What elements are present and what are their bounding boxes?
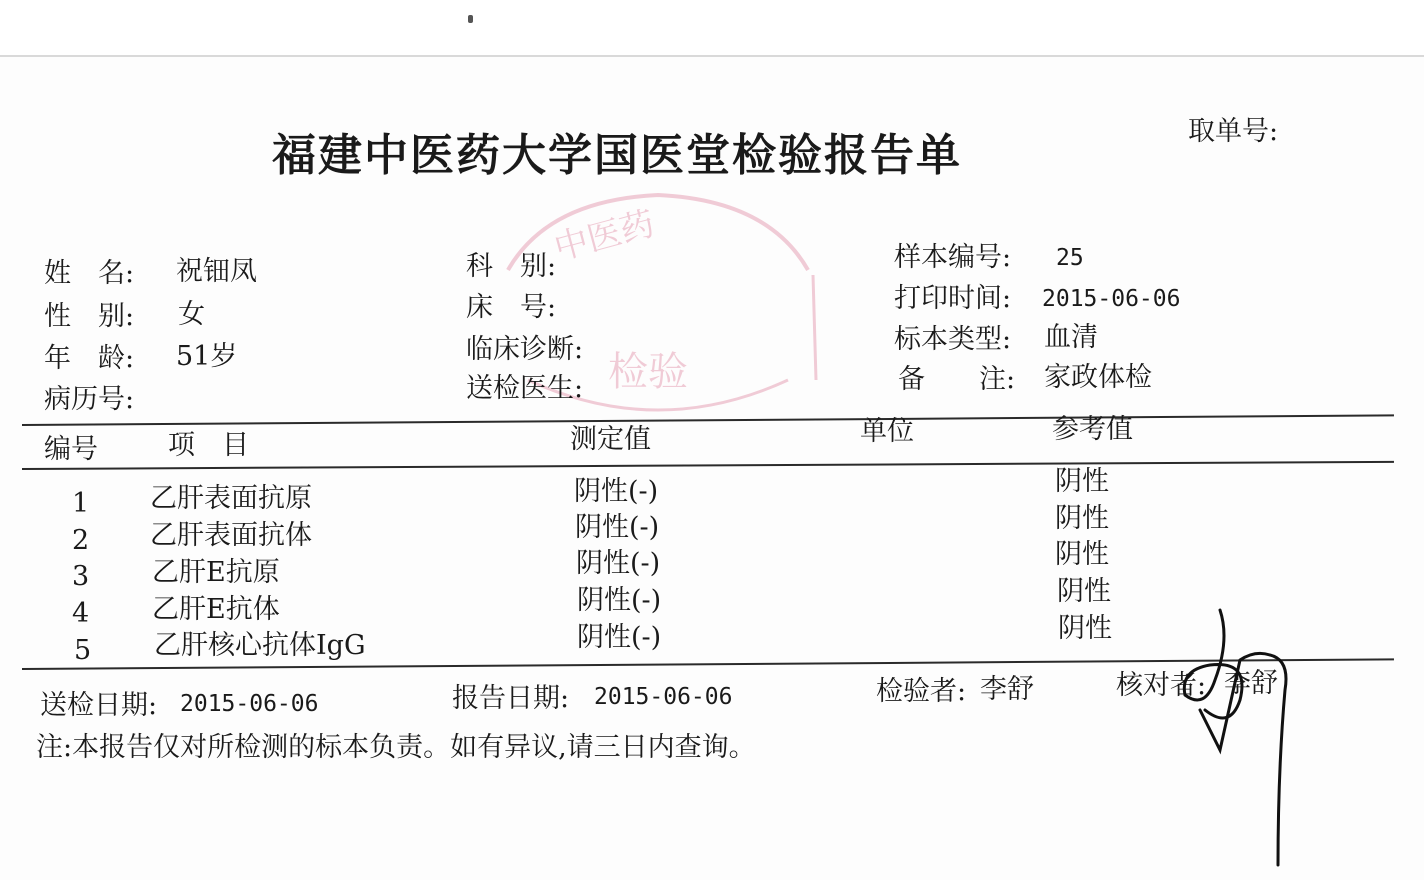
row-item: 乙肝E抗体 — [152, 594, 280, 625]
pickup-number-label: 取单号: — [1188, 116, 1279, 147]
row-number: 1 — [72, 488, 90, 519]
remark-label: 备 注: — [898, 364, 1016, 395]
department-label: 科 别: — [466, 251, 557, 282]
submit-date-label: 送检日期: — [40, 690, 158, 721]
svg-text:中医药: 中医药 — [549, 203, 659, 269]
row-number: 4 — [72, 598, 90, 629]
row-item: 乙肝表面抗体 — [150, 520, 312, 551]
svg-text:检验: 检验 — [608, 349, 688, 395]
row-reference: 阴性 — [1058, 613, 1112, 644]
row-reference: 阴性 — [1055, 503, 1109, 534]
inspector-label: 检验者: — [876, 676, 967, 707]
row-reference: 阴性 — [1057, 576, 1111, 607]
doctor-label: 送检医生: — [466, 373, 584, 404]
remark-value: 家政体检 — [1044, 362, 1152, 393]
name-value: 祝钿凤 — [176, 256, 257, 287]
sex-value: 女 — [178, 299, 205, 330]
checker-value: 李舒 — [1224, 668, 1278, 699]
row-number: 5 — [74, 635, 92, 666]
checker-label: 核对者: — [1116, 670, 1207, 701]
col-header-number: 编号 — [44, 434, 98, 465]
sample-number-label: 样本编号: — [894, 242, 1012, 273]
handwritten-signature — [1160, 600, 1310, 870]
report-title: 福建中医药大学国医堂检验报告单 — [272, 130, 962, 181]
report-date-value: 2015-06-06 — [594, 684, 733, 710]
table-header-rule — [22, 461, 1394, 470]
tear-line — [0, 55, 1424, 57]
row-reference: 阴性 — [1055, 539, 1109, 570]
col-header-result: 测定值 — [570, 424, 651, 455]
row-result: 阴性(-) — [576, 548, 661, 579]
diagnosis-label: 临床诊断: — [466, 334, 584, 365]
row-result: 阴性(-) — [574, 476, 659, 507]
bed-label: 床 号: — [466, 292, 557, 323]
row-item: 乙肝E抗原 — [152, 557, 280, 588]
sample-number-value: 25 — [1056, 245, 1084, 271]
row-item: 乙肝表面抗原 — [150, 483, 312, 514]
row-item: 乙肝核心抗体IgG — [154, 630, 366, 661]
print-time-value: 2015-06-06 — [1042, 286, 1181, 312]
disclaimer-note: 注:本报告仅对所检测的标本负责。如有异议,请三日内查询。 — [36, 732, 756, 763]
inspector-value: 李舒 — [980, 674, 1034, 705]
row-number: 2 — [72, 525, 90, 556]
col-header-item: 项 目 — [168, 430, 249, 461]
row-result: 阴性(-) — [577, 622, 662, 653]
sex-label: 性 别: — [44, 301, 135, 332]
print-time-label: 打印时间: — [894, 283, 1012, 314]
age-label: 年 龄: — [44, 343, 135, 374]
col-header-reference: 参考值 — [1052, 414, 1133, 445]
ink-dot — [468, 15, 473, 23]
record-number-label: 病历号: — [44, 384, 135, 415]
row-reference: 阴性 — [1055, 466, 1109, 497]
submit-date-value: 2015-06-06 — [180, 691, 319, 717]
row-number: 3 — [72, 561, 90, 592]
col-header-unit: 单位 — [860, 416, 914, 447]
specimen-type-label: 标本类型: — [894, 324, 1012, 355]
row-result: 阴性(-) — [575, 512, 660, 543]
paper-edge — [0, 0, 1424, 55]
age-value: 51岁 — [176, 341, 238, 372]
report-date-label: 报告日期: — [452, 683, 570, 714]
name-label: 姓 名: — [44, 258, 135, 289]
row-result: 阴性(-) — [577, 585, 662, 616]
specimen-type-value: 血清 — [1044, 322, 1098, 353]
